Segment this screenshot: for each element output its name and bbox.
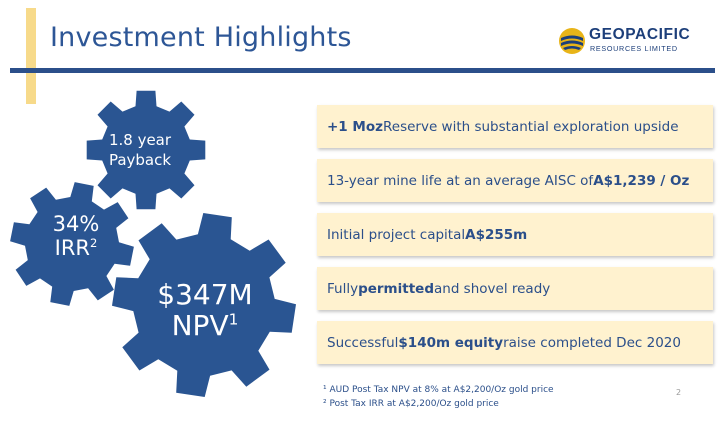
highlight-text: Reserve with substantial exploration upside — [382, 118, 679, 135]
payback-value: 1.8 year — [108, 131, 172, 149]
gear-npv-label — [140, 280, 270, 342]
gear-irr-label — [16, 213, 136, 260]
highlight-bold: $140m equity — [398, 334, 504, 351]
title-underline — [10, 68, 715, 73]
footnote-npv: ¹ AUD Post Tax NPV at 8% at A$2,200/Oz gold price — [323, 385, 554, 395]
highlight-bold: permitted — [358, 280, 434, 297]
npv-value: $347M — [157, 278, 253, 311]
highlight-text: Fully — [327, 280, 359, 297]
highlight-text: Initial project capital — [327, 226, 466, 243]
slide-title: Investment Highlights — [50, 22, 352, 53]
highlight-mine-life — [317, 159, 713, 202]
footnote-irr: ² Post Tax IRR at A$2,200/Oz gold price — [323, 399, 499, 409]
highlight-text: Successful — [327, 334, 399, 351]
highlight-permitted — [317, 267, 713, 310]
irr-caption: IRR — [54, 235, 91, 260]
highlight-text: raise completed Dec 2020 — [503, 334, 681, 351]
highlight-text: and shovel ready — [433, 280, 551, 297]
highlight-reserve — [317, 105, 713, 148]
logo-name: GEOPACIFIC — [589, 26, 691, 43]
irr-value: 34% — [52, 212, 100, 236]
highlight-bold: +1 Moz — [327, 118, 383, 135]
logo-globe-icon — [558, 27, 586, 55]
highlight-bold: A$1,239 / Oz — [593, 172, 690, 189]
npv-footnote-ref: 1 — [228, 310, 239, 329]
highlight-bold: A$255m — [465, 226, 528, 243]
highlight-text: 13-year mine life at an average AISC of — [327, 172, 594, 189]
irr-footnote-ref: 2 — [90, 235, 98, 250]
npv-caption: NPV — [171, 308, 229, 342]
logo-subtitle: RESOURCES LIMITED — [590, 44, 678, 53]
highlight-equity-raise — [317, 321, 713, 364]
company-logo — [558, 24, 698, 58]
gear-payback-label — [85, 131, 195, 170]
page-number: 2 — [676, 388, 682, 397]
payback-caption: Payback — [108, 150, 172, 169]
highlight-capital — [317, 213, 713, 256]
